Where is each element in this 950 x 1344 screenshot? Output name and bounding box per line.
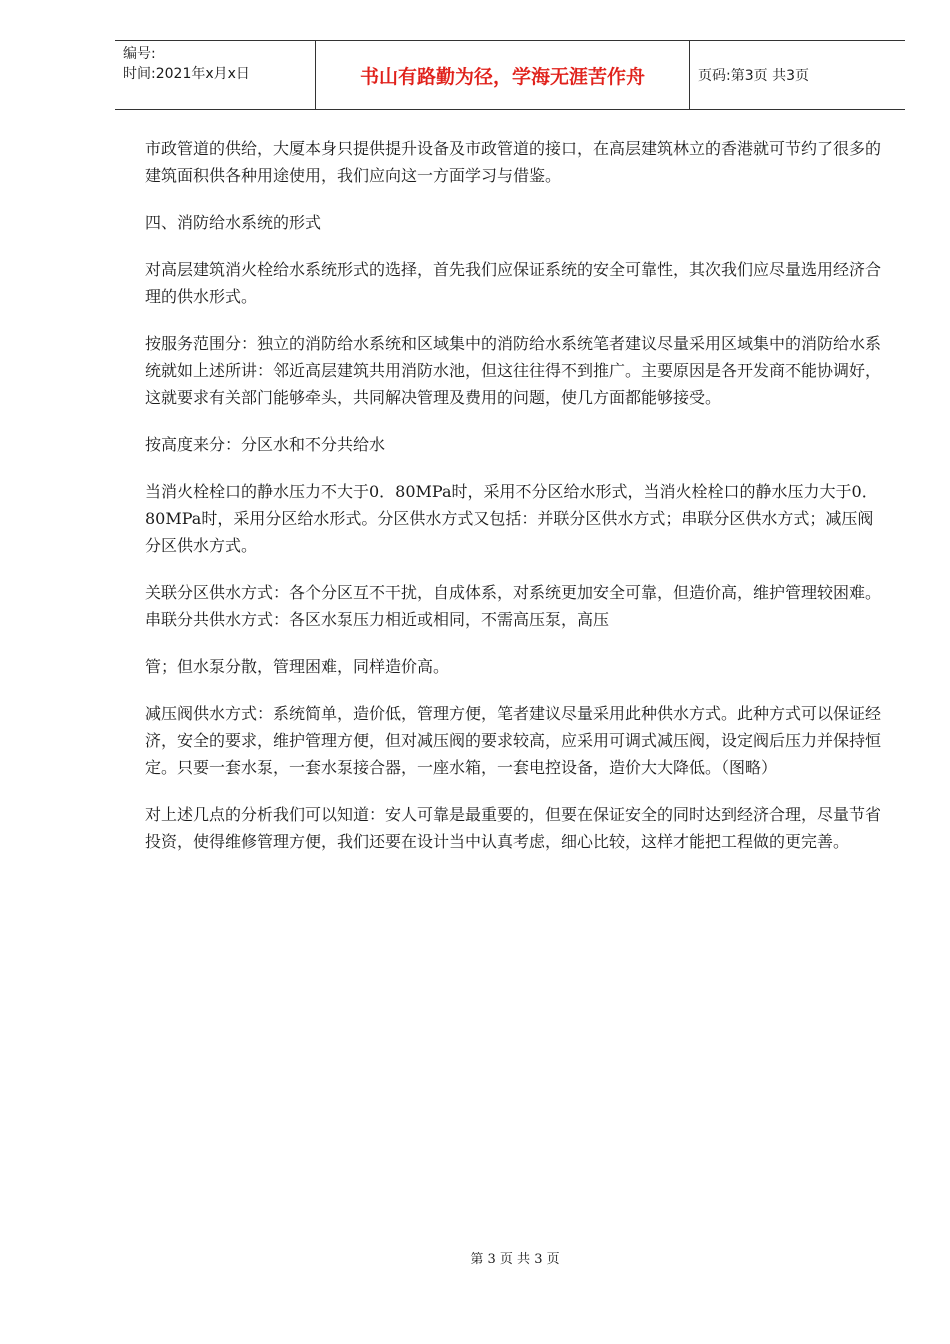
paragraph: 对高层建筑消火栓给水系统形式的选择，首先我们应保证系统的安全可靠性，其次我们应尽量选用经济合理的供水形式。 (145, 260, 882, 306)
paragraph: 串联分共供水方式：各区水泵压力相近或相同，不需高压泵，高压 (145, 610, 610, 629)
section-heading: 四、消防给水系统的形式 (145, 213, 322, 232)
paragraph: 关联分区供水方式：各个分区互不干扰，自成体系，对系统更加安全可靠，但造价高，维护管理较困难。 (145, 583, 882, 602)
paragraph: 减压阀供水方式：系统简单，造价低，管理方便，笔者建议尽量采用此种供水方式。此种方式可以保证经济，安全的要求，维护管理方便，但对减压阀的要求较高，应采用可调式减压阀，设定阀后压力并保持恒定。只要一套水泵，一套水泵接合器，一座水箱，一套电控设备，造价大大降低。（图略） (145, 704, 882, 777)
paragraph: 按服务范围分：独立的消防给水系统和区域集中的消防给水系统笔者建议尽量采用区域集中的消防给水系统就如上述所讲：邻近高层建筑共用消防水池，但这往往得不到推广。主要原因是各开发商不能协调好，这就要求有关部门能够牵头，共同解决管理及费用的问题，使几方面都能够接受。 (145, 334, 882, 407)
header-page-info: 页码:第3页 共3页 (698, 68, 809, 84)
paragraph: 对上述几点的分析我们可以知道：安人可靠是最重要的，但要在保证安全的同时达到经济合理，尽量节省投资，使得维修管理方便，我们还要在设计当中认真考虑，细心比较，这样才能把工程做的更完善。 (145, 805, 882, 851)
paragraph: 市政管道的供给，大厦本身只提供提升设备及市政管道的接口，在高层建筑林立的香港就可节约了很多的建筑面积供各种用途使用，我们应向这一方面学习与借鉴。 (145, 139, 882, 185)
paragraph: 当消火栓栓口的静水压力不大于0．80MPa时，采用不分区给水形式，当消火栓栓口的静水压力大于0．80MPa时，采用分区给水形式。分区供水方式又包括：并联分区供水方式；串联分区供水方式；减压阀分区供水方式。 (145, 482, 878, 555)
document-time-label: 时间:2021年x月x日 (123, 66, 250, 82)
document-body (145, 135, 885, 855)
paragraph: 管；但水泵分散，管理困难，同样造价高。 (145, 657, 450, 676)
document-number-label: 编号: (123, 46, 156, 62)
page-header (115, 40, 905, 110)
paragraph: 按高度来分：分区水和不分共给水 (145, 435, 386, 454)
header-meta (115, 41, 316, 109)
header-motto: 书山有路勤为径，学海无涯苦作舟 (316, 41, 690, 109)
page-footer: 第 3 页 共 3 页 (470, 1252, 560, 1267)
